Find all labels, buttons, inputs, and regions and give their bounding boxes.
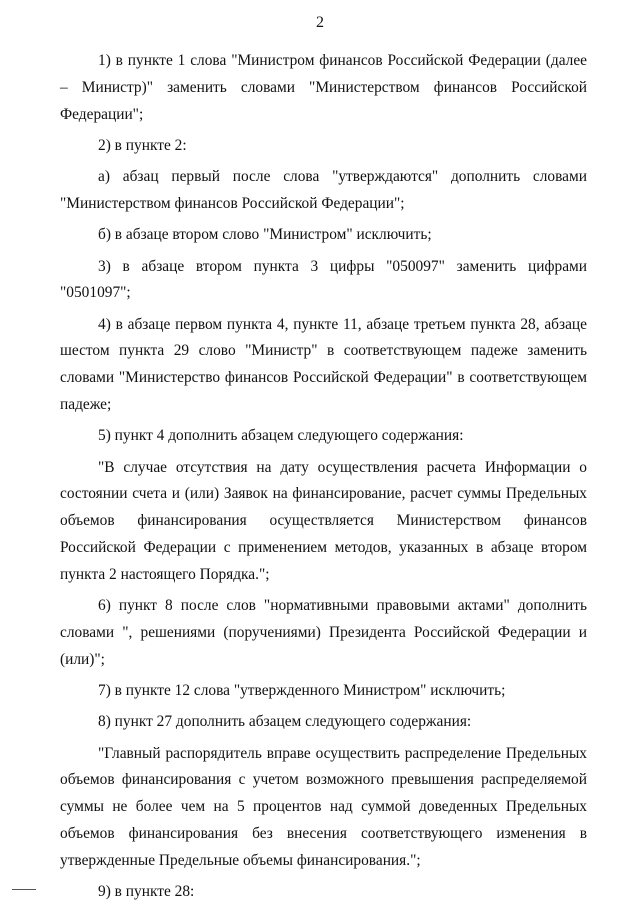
paragraph-item-5-quote: "В случае отсутствия на дату осуществления расчета Информации о состоянии счета и (или) Заявок на финансирование, расчет суммы Предельных объемов финансирования осуществляется Министерством финансов Российской Федерации с применением методов, указанных в абзаце втором пункта 2 настоящего Порядка."; — [60, 458, 587, 583]
paragraph-item-8-quote: "Главный распорядитель вправе осуществить распределение Предельных объемов финансирования с учетом возможного превышения распределяемой суммы не более чем на 5 процентов над суммой доведенных Предельных объемов финансирования без внесения соответствующего изменения в утвержденные Предельные объемы финансирования."; — [60, 744, 587, 869]
paragraph-item-5: 5) пункт 4 дополнить абзацем следующего содержания: — [98, 427, 464, 445]
paragraph-item-3: 3) в абзаце втором пункта 3 цифры "050097" заменить цифрами "0501097"; — [60, 257, 587, 302]
paragraph-item-4: 4) в абзаце первом пункта 4, пункте 11, абзаце третьем пункта 28, абзаце шестом пункта 29 слово "Министр" в соответствующем падеже заменить словами "Министерство финансов Российской Федерации" в соответствующем падеже; — [60, 315, 587, 414]
footer-divider — [12, 889, 36, 890]
paragraph-item-2b: б) в абзаце втором слово "Министром" исключить; — [98, 226, 432, 244]
paragraph-item-9: 9) в пункте 28: — [98, 883, 195, 901]
paragraph-item-2a: а) абзац первый после слова "утверждаются" дополнить словами "Министерством финансов Российской Федерации"; — [60, 168, 587, 212]
paragraph-item-1: 1) в пункте 1 слова "Министром финансов Российской Федерации (далее – Министр)" заменить словами "Министерством финансов Российской Федерации"; — [60, 52, 587, 123]
page-number: 2 — [316, 14, 324, 31]
paragraph-item-2: 2) в пункте 2: — [98, 136, 187, 154]
paragraph-item-6: 6) пункт 8 после слов "нормативными правовыми актами" дополнить словами ", решениями (поручениями) Президента Российской Федерации и (или)"; — [60, 597, 587, 668]
paragraph-item-8: 8) пункт 27 дополнить абзацем следующего содержания: — [98, 713, 472, 731]
paragraph-item-7: 7) в пункте 12 слова "утвержденного Министром" исключить; — [98, 682, 506, 700]
document-body — [60, 48, 587, 910]
